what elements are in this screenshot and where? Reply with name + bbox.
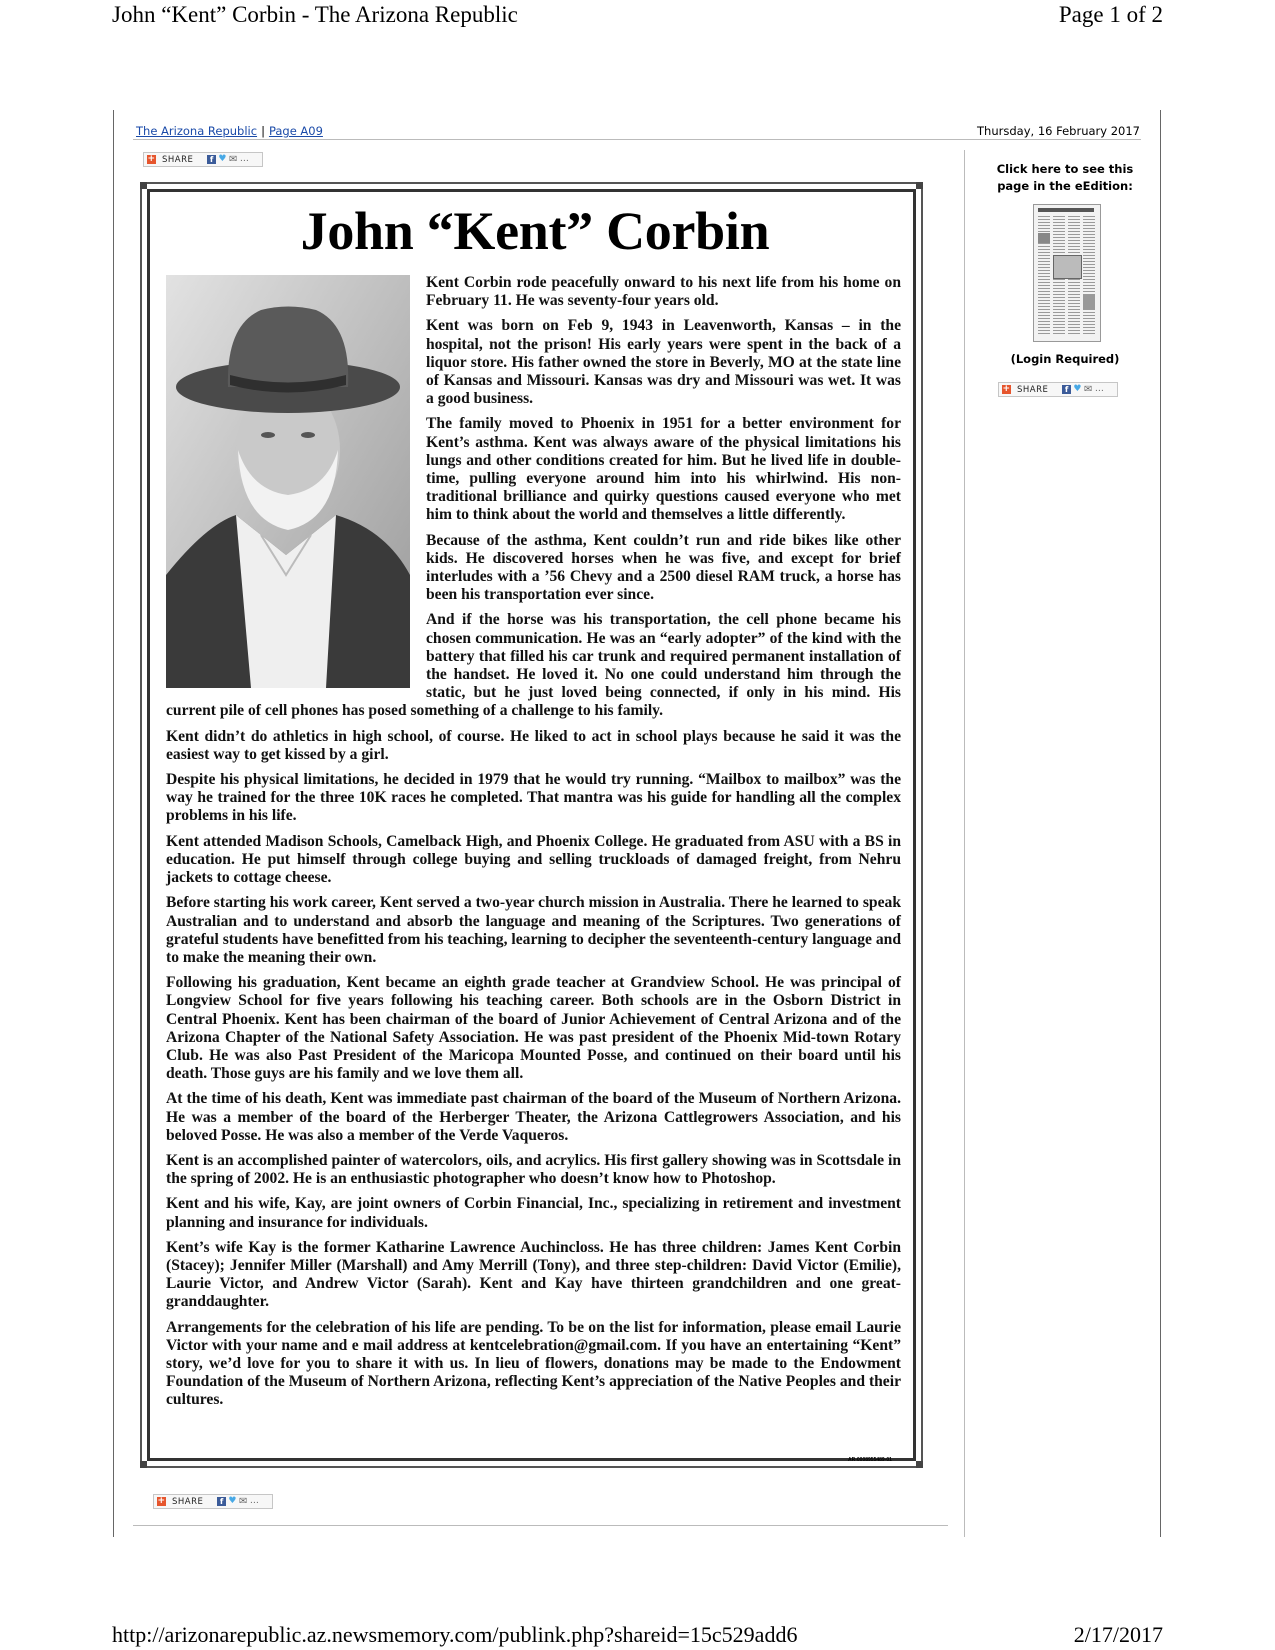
footer-divider bbox=[133, 1525, 948, 1526]
publication-link[interactable]: The Arizona Republic bbox=[136, 124, 258, 138]
email-icon: ✉ bbox=[238, 1496, 248, 1507]
share-plus-icon: + bbox=[1002, 384, 1011, 394]
page-link[interactable]: Page A09 bbox=[268, 124, 323, 138]
frame-left-border bbox=[113, 110, 114, 1537]
share-label: SHARE bbox=[172, 1496, 204, 1507]
breadcrumb-separator: | bbox=[261, 124, 265, 138]
frame-right-border bbox=[1160, 110, 1161, 1537]
share-button-top[interactable] bbox=[143, 152, 263, 167]
obituary-body bbox=[166, 274, 901, 1417]
obituary-paragraph: Kent’s wife Kay is the former Katharine Lawrence Auchincloss. He has three children: James Kent Corbin (Stacey); Jennifer Miller (Marshall) and Amy Merrill (Tony), and three step-children: David Victor (Emilie), Laurie Victor, and Andrew Victor (Sarah). Kent and Kay have thirteen grandchildren and one great-granddaughter. bbox=[166, 1238, 901, 1311]
facebook-icon: f bbox=[217, 1497, 226, 1506]
more-icon: … bbox=[249, 1496, 260, 1506]
print-header-title: John “Kent” Corbin - The Arizona Republic bbox=[112, 2, 518, 27]
email-icon: ✉ bbox=[1083, 384, 1093, 395]
share-plus-icon: + bbox=[157, 1496, 166, 1506]
obituary-paragraph: At the time of his death, Kent was immediate past chairman of the board of the Museum of Northern Arizona. He was a member of the board of the Herberger Theater, the Arizona Cattlegrowers Association, and his beloved Posse. He was also a member of the Verde Vaqueros. bbox=[166, 1090, 901, 1144]
facebook-icon: f bbox=[1062, 385, 1071, 394]
obituary-paragraph: Before starting his work career, Kent served a two-year church mission in Australia. There he learned to speak Australian and to understand and absorb the language and meaning of the Scriptures. Two generations of grateful students have benefitted from his teaching, learning to decipher the seventeenth-century language and to make the meaning their own. bbox=[166, 894, 901, 966]
obituary-paragraph: Kent and his wife, Kay, are joint owners of Corbin Financial, Inc., specializing in retirement and investment planning and insurance for individuals. bbox=[166, 1195, 901, 1231]
print-footer-url: http://arizonarepublic.az.newsmemory.com/publink.php?shareid=15c529add6 bbox=[112, 1622, 798, 1647]
header-divider bbox=[133, 139, 1141, 140]
twitter-icon: ♥ bbox=[218, 154, 227, 164]
obituary-paragraph: Following his graduation, Kent became an eighth grade teacher at Grandview School. He was principal of Longview School for five years following his teaching career. Both schools are in the Osborn District in Central Phoenix. Kent has been chairman of the board of Junior Achievement of Central Arizona and of the Arizona Chapter of the National Safety Association. He was past president of the Phoenix Mid-town Rotary Club. He was also Past President of the Maricopa Mounted Posse, and continued on their board until his death. Those guys are his family and we love them all. bbox=[166, 974, 901, 1083]
obituary-paragraph: Arrangements for the celebration of his life are pending. To be on the list for information, please email Laurie Victor with your name and e mail address at kentcelebration@gmail.com. If you have an entertaining “Kent” story, we’d love for you to share it with us. In lieu of flowers, donations may be made to the Endowment Foundation of the Museum of Northern Arizona, reflecting Kent’s appreciation of the Native Peoples and their cultures. bbox=[166, 1318, 901, 1409]
twitter-icon: ♥ bbox=[1073, 384, 1082, 394]
sidebar-divider bbox=[964, 150, 965, 1537]
more-icon: … bbox=[239, 154, 250, 164]
share-label: SHARE bbox=[1017, 384, 1049, 395]
login-required-note: (Login Required) bbox=[1010, 352, 1120, 366]
ad-code: AR-0008955489-01 bbox=[848, 1457, 892, 1463]
share-button-sidebar[interactable] bbox=[998, 382, 1118, 397]
twitter-icon: ♥ bbox=[228, 1496, 237, 1506]
facebook-icon: f bbox=[207, 155, 216, 164]
eedition-link-text[interactable]: Click here to see this page in the eEdition: bbox=[996, 162, 1134, 193]
breadcrumb bbox=[136, 124, 323, 138]
obituary-paragraph: And if the horse was his transportation, the cell phone became his chosen communication. He was an “early adopter” of the kind with the battery that filled his car trunk and required permanent installation of the handset. He loved it. No one could understand him through the static, but he just loved being connected, if only in his mind. His current pile of cell phones has posed something of a challenge to his family. bbox=[166, 611, 901, 720]
eedition-page-thumbnail[interactable] bbox=[1033, 204, 1101, 342]
share-plus-icon: + bbox=[147, 154, 156, 164]
obituary-paragraph: Despite his physical limitations, he decided in 1979 that he would try running. “Mailbox to mailbox” was the way he trained for the three 10K races he completed. That mantra was his guide for handling all the complex problems in his life. bbox=[166, 771, 901, 825]
obituary-title: John “Kent” Corbin bbox=[300, 201, 770, 261]
obituary-paragraph: The family moved to Phoenix in 1951 for a better environment for Kent’s asthma. Kent was always aware of the physical limitations his lungs and other conditions created for him. But he lived life in double-time, pulling everyone around him into his whirlwind. His non-traditional brilliance and quirky questions caused everyone who met him to think about the world and themselves a little differently. bbox=[426, 415, 901, 524]
obituary-paragraph: Kent was born on Feb 9, 1943 in Leavenworth, Kansas – in the hospital, not the prison! His early years were spent in the back of a liquor store. His father owned the store in Beverly, MO at the state line of Kansas and Missouri. Kansas was dry and Missouri was wet. It was a good business. bbox=[426, 317, 901, 408]
print-footer-date: 2/17/2017 bbox=[1073, 1622, 1163, 1647]
obituary-paragraph: Kent is an accomplished painter of watercolors, oils, and acrylics. His first gallery showing was in Scottsdale in the spring of 2002. He is an enthusiastic photographer who doesn’t know how to Photoshop. bbox=[166, 1151, 901, 1188]
more-icon: … bbox=[1094, 384, 1105, 394]
print-header-page-number: Page 1 of 2 bbox=[1058, 2, 1163, 27]
share-button-bottom[interactable] bbox=[153, 1494, 273, 1509]
obituary-paragraph: Because of the asthma, Kent couldn’t run and ride bikes like other kids. He discovered horses when he was five, and except for brief interludes with a ’56 Chevy and a 2500 diesel RAM truck, a horse has been his transportation ever since. bbox=[426, 531, 901, 604]
share-label: SHARE bbox=[162, 154, 194, 165]
obituary-paragraph: Kent attended Madison Schools, Camelback High, and Phoenix College. He graduated from ASU with a BS in education. He put himself through college buying and selling truckloads of damaged freight, from Nehru jackets to cottage cheese. bbox=[166, 832, 901, 887]
publish-date: Thursday, 16 February 2017 bbox=[977, 124, 1140, 138]
obituary-paragraph: Kent didn’t do athletics in high school, of course. He liked to act in school plays because he said it was the easiest way to get kissed by a girl. bbox=[166, 727, 901, 763]
email-icon: ✉ bbox=[228, 154, 238, 165]
obituary-paragraph: Kent Corbin rode peacefully onward to his next life from his home on February 11. He was seventy-four years old. bbox=[426, 274, 901, 310]
